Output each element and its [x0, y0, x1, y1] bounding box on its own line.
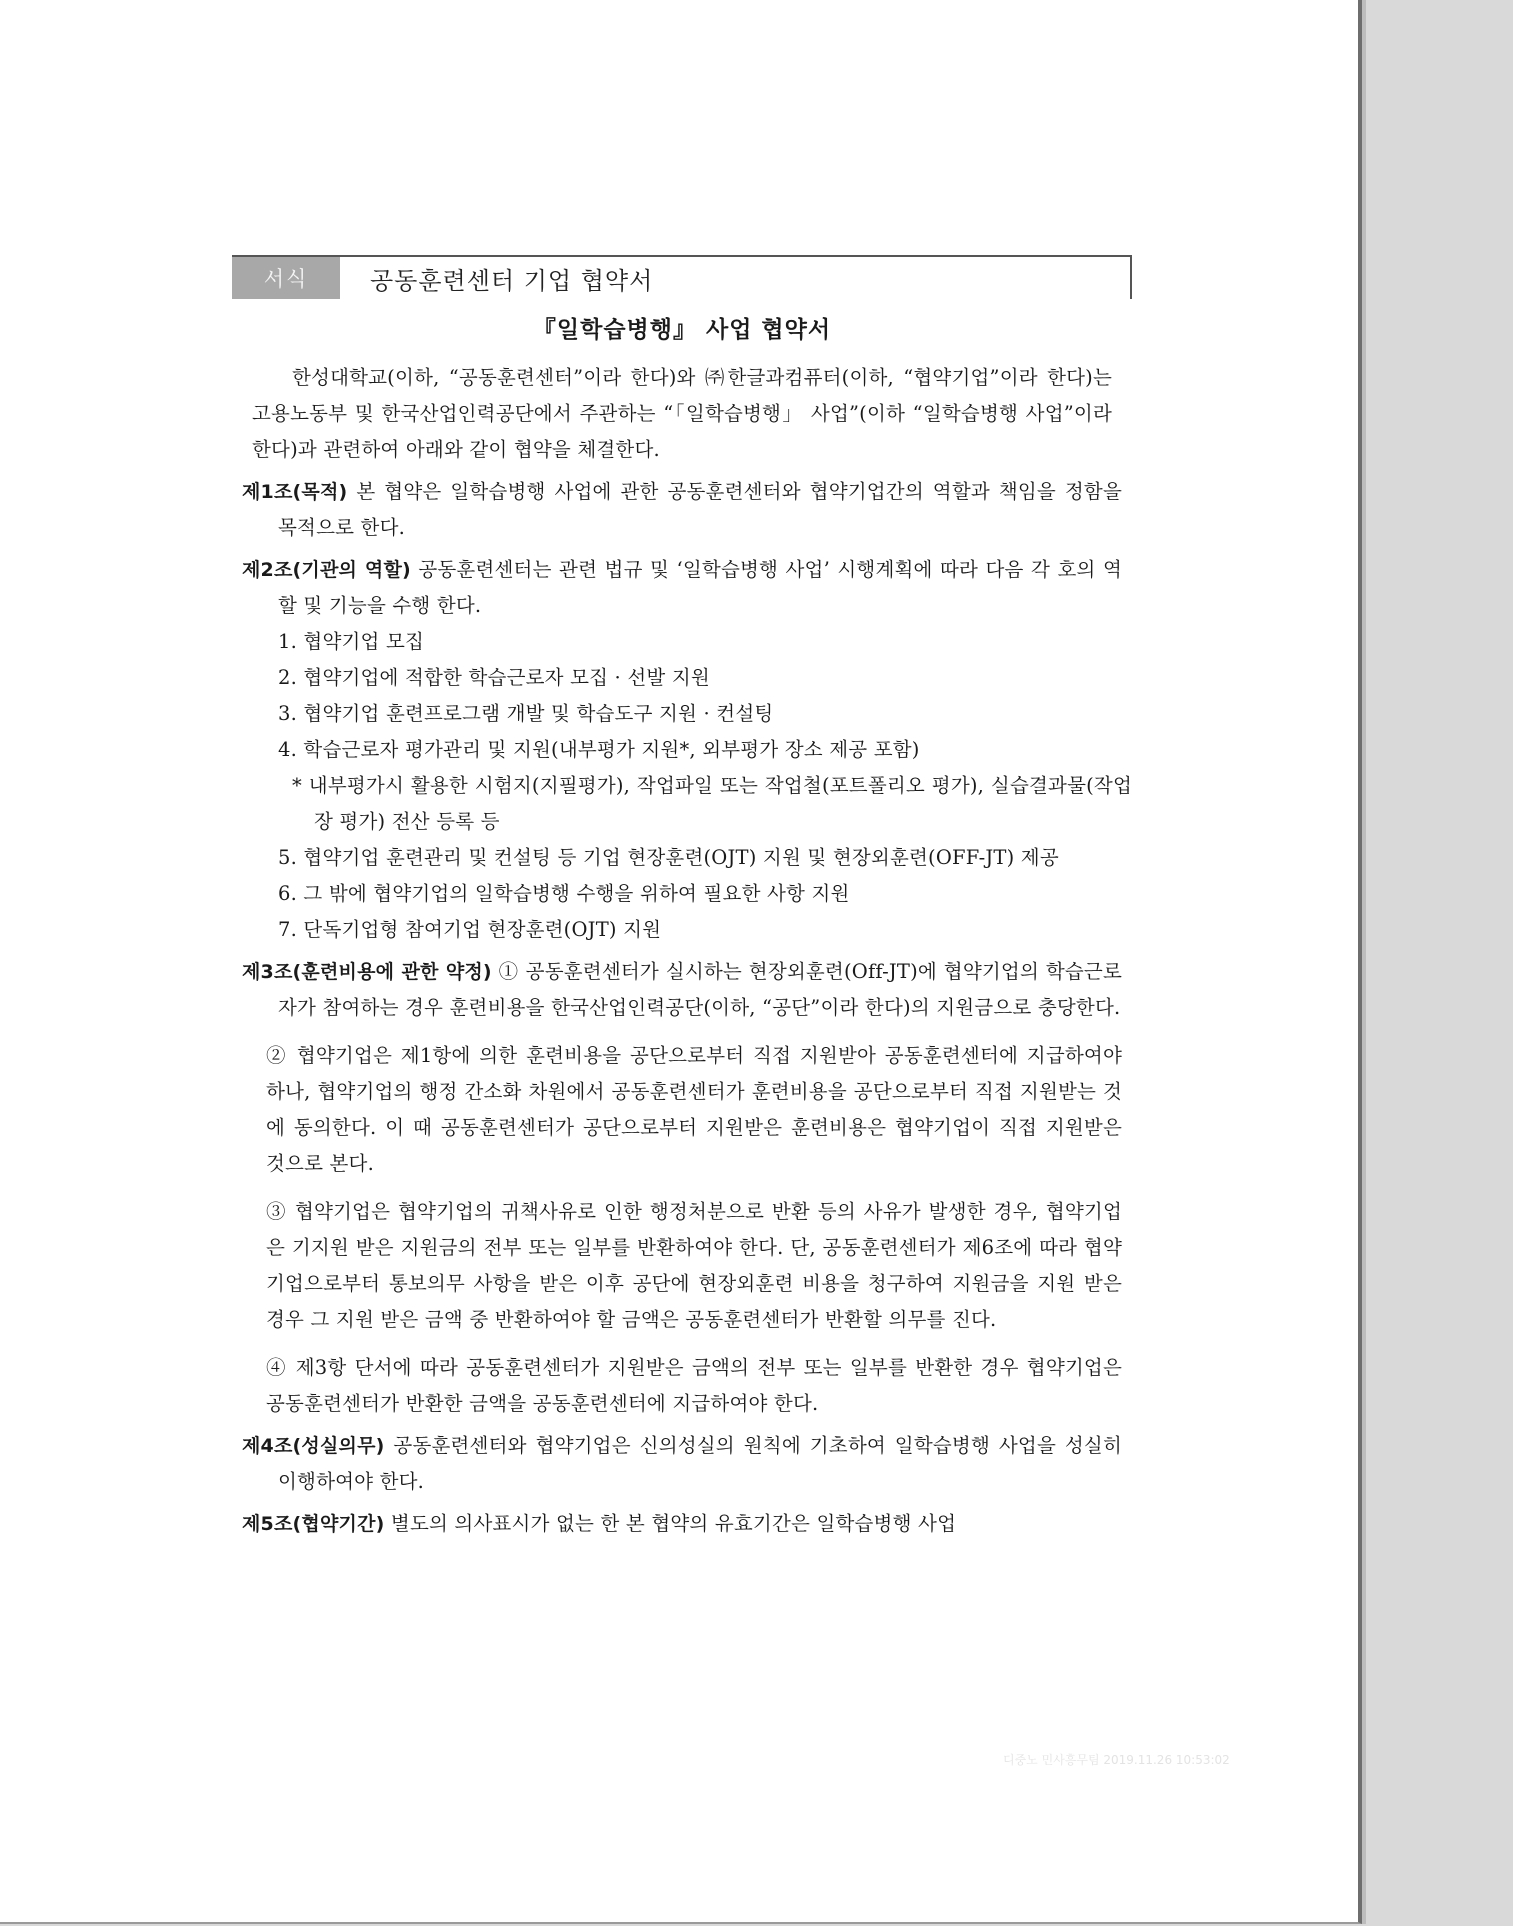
article-4: [232, 1428, 1132, 1500]
article-3-heading: 제3조(훈련비용에 관한 약정): [242, 961, 492, 983]
article-4-heading: 제4조(성실의무): [242, 1435, 385, 1457]
document-title: 『일학습병행』 사업 협약서: [532, 317, 832, 343]
print-watermark: 디중노 민사흥무팀 2019.11.26 10:53:02: [1003, 1753, 1230, 1767]
list-item: 1. 협약기업 모집: [278, 630, 425, 653]
article-2: [232, 552, 1132, 624]
list-item: 5. 협약기업 훈련관리 및 컨설팅 등 기업 현장훈련(OJT) 지원 및 현장외훈련(OFF-JT) 제공: [278, 846, 1059, 869]
article-1-heading: 제1조(목적): [242, 481, 348, 503]
list-item: 2. 협약기업에 적합한 학습근로자 모집 · 선발 지원: [278, 666, 710, 689]
article-5-text: 별도의 의사표시가 없는 한 본 협약의 유효기간은 일학습병행 사업: [384, 1512, 957, 1535]
article-3-paragraph-3: ③ 협약기업은 협약기업의 귀책사유로 인한 행정처분으로 반환 등의 사유가 발생한 경우, 협약기업은 기지원 받은 지원금의 전부 또는 일부를 반환하여야 한다. 단, 공동훈련센터가 제6조에 따라 협약기업으로부터 통보의무 사항을 받은 이후 공단에 현장외훈련 비용을 청구하여 지원금을 지원 받은 경우 그 지원 받은 금액 중 반환하여야 할 금액은 공동훈련센터가 반환할 의무를 진다.: [266, 1200, 1122, 1331]
list-item: 3. 협약기업 훈련프로그램 개발 및 학습도구 지원 · 컨설팅: [278, 702, 774, 725]
list-item: 6. 그 밖에 협약기업의 일학습병행 수행을 위하여 필요한 사항 지원: [278, 882, 850, 905]
article-1-text: 본 협약은 일학습병행 사업에 관한 공동훈련센터와 협약기업간의 역할과 책임을 정함을 목적으로 한다.: [278, 480, 1122, 539]
document-body: [232, 360, 1132, 1542]
article-5: [232, 1506, 1132, 1542]
form-title: 공동훈련센터 기업 협약서: [370, 266, 654, 295]
footnote: * 내부평가시 활용한 시험지(지필평가), 작업파일 또는 작업철(포트폴리오 평가), 실습결과물(작업장 평가) 전산 등록 등: [292, 774, 1132, 833]
article-3-paragraph-2: ② 협약기업은 제1항에 의한 훈련비용을 공단으로부터 직접 지원받아 공동훈련센터에 지급하여야 하나, 협약기업의 행정 간소화 차원에서 공동훈련센터가 훈련비용을 공단으로부터 직접 지원받는 것에 동의한다. 이 때 공동훈련센터가 공단으로부터 지원받은 훈련비용은 협약기업이 직접 지원받은 것으로 본다.: [266, 1044, 1122, 1175]
article-3: [232, 954, 1132, 1026]
intro-paragraph: 한성대학교(이하, “공동훈련센터”이라 한다)와 ㈜한글과컴퓨터(이하, “협약기업”이라 한다)는 고용노동부 및 한국산업인력공단에서 주관하는 “「일학습병행」 사업”(이하 “일학습병행 사업”이라 한다)과 관련하여 아래와 같이 협약을 체결한다.: [252, 366, 1112, 461]
article-4-text: 공동훈련센터와 협약기업은 신의성실의 원칙에 기초하여 일학습병행 사업을 성실히 이행하여야 한다.: [278, 1434, 1122, 1493]
form-header-bar: [232, 255, 1132, 299]
list-item: 7. 단독기업형 참여기업 현장훈련(OJT) 지원: [278, 918, 662, 941]
article-2-text: 공동훈련센터는 관련 법규 및 ‘일학습병행 사업’ 시행계획에 따라 다음 각 호의 역할 및 기능을 수행 한다.: [278, 558, 1123, 617]
article-3-paragraph-4: ④ 제3항 단서에 따라 공동훈련센터가 지원받은 금액의 전부 또는 일부를 반환한 경우 협약기업은 공동훈련센터가 반환한 금액을 공동훈련센터에 지급하여야 한다.: [266, 1356, 1122, 1415]
article-3-text: ① 공동훈련센터가 실시하는 현장외훈련(Off-JT)에 협약기업의 학습근로자가 참여하는 경우 훈련비용을 한국산업인력공단(이하, “공단”이라 한다)의 지원금으로 충당한다.: [278, 960, 1122, 1019]
article-1: [232, 474, 1132, 546]
scanned-form: [232, 255, 1132, 1660]
list-item: 4. 학습근로자 평가관리 및 지원(내부평가 지원*, 외부평가 장소 제공 포함): [278, 738, 920, 761]
form-tag: 서식: [232, 257, 340, 299]
article-2-heading: 제2조(기관의 역할): [242, 559, 411, 581]
article-5-heading: 제5조(협약기간): [242, 1513, 385, 1535]
